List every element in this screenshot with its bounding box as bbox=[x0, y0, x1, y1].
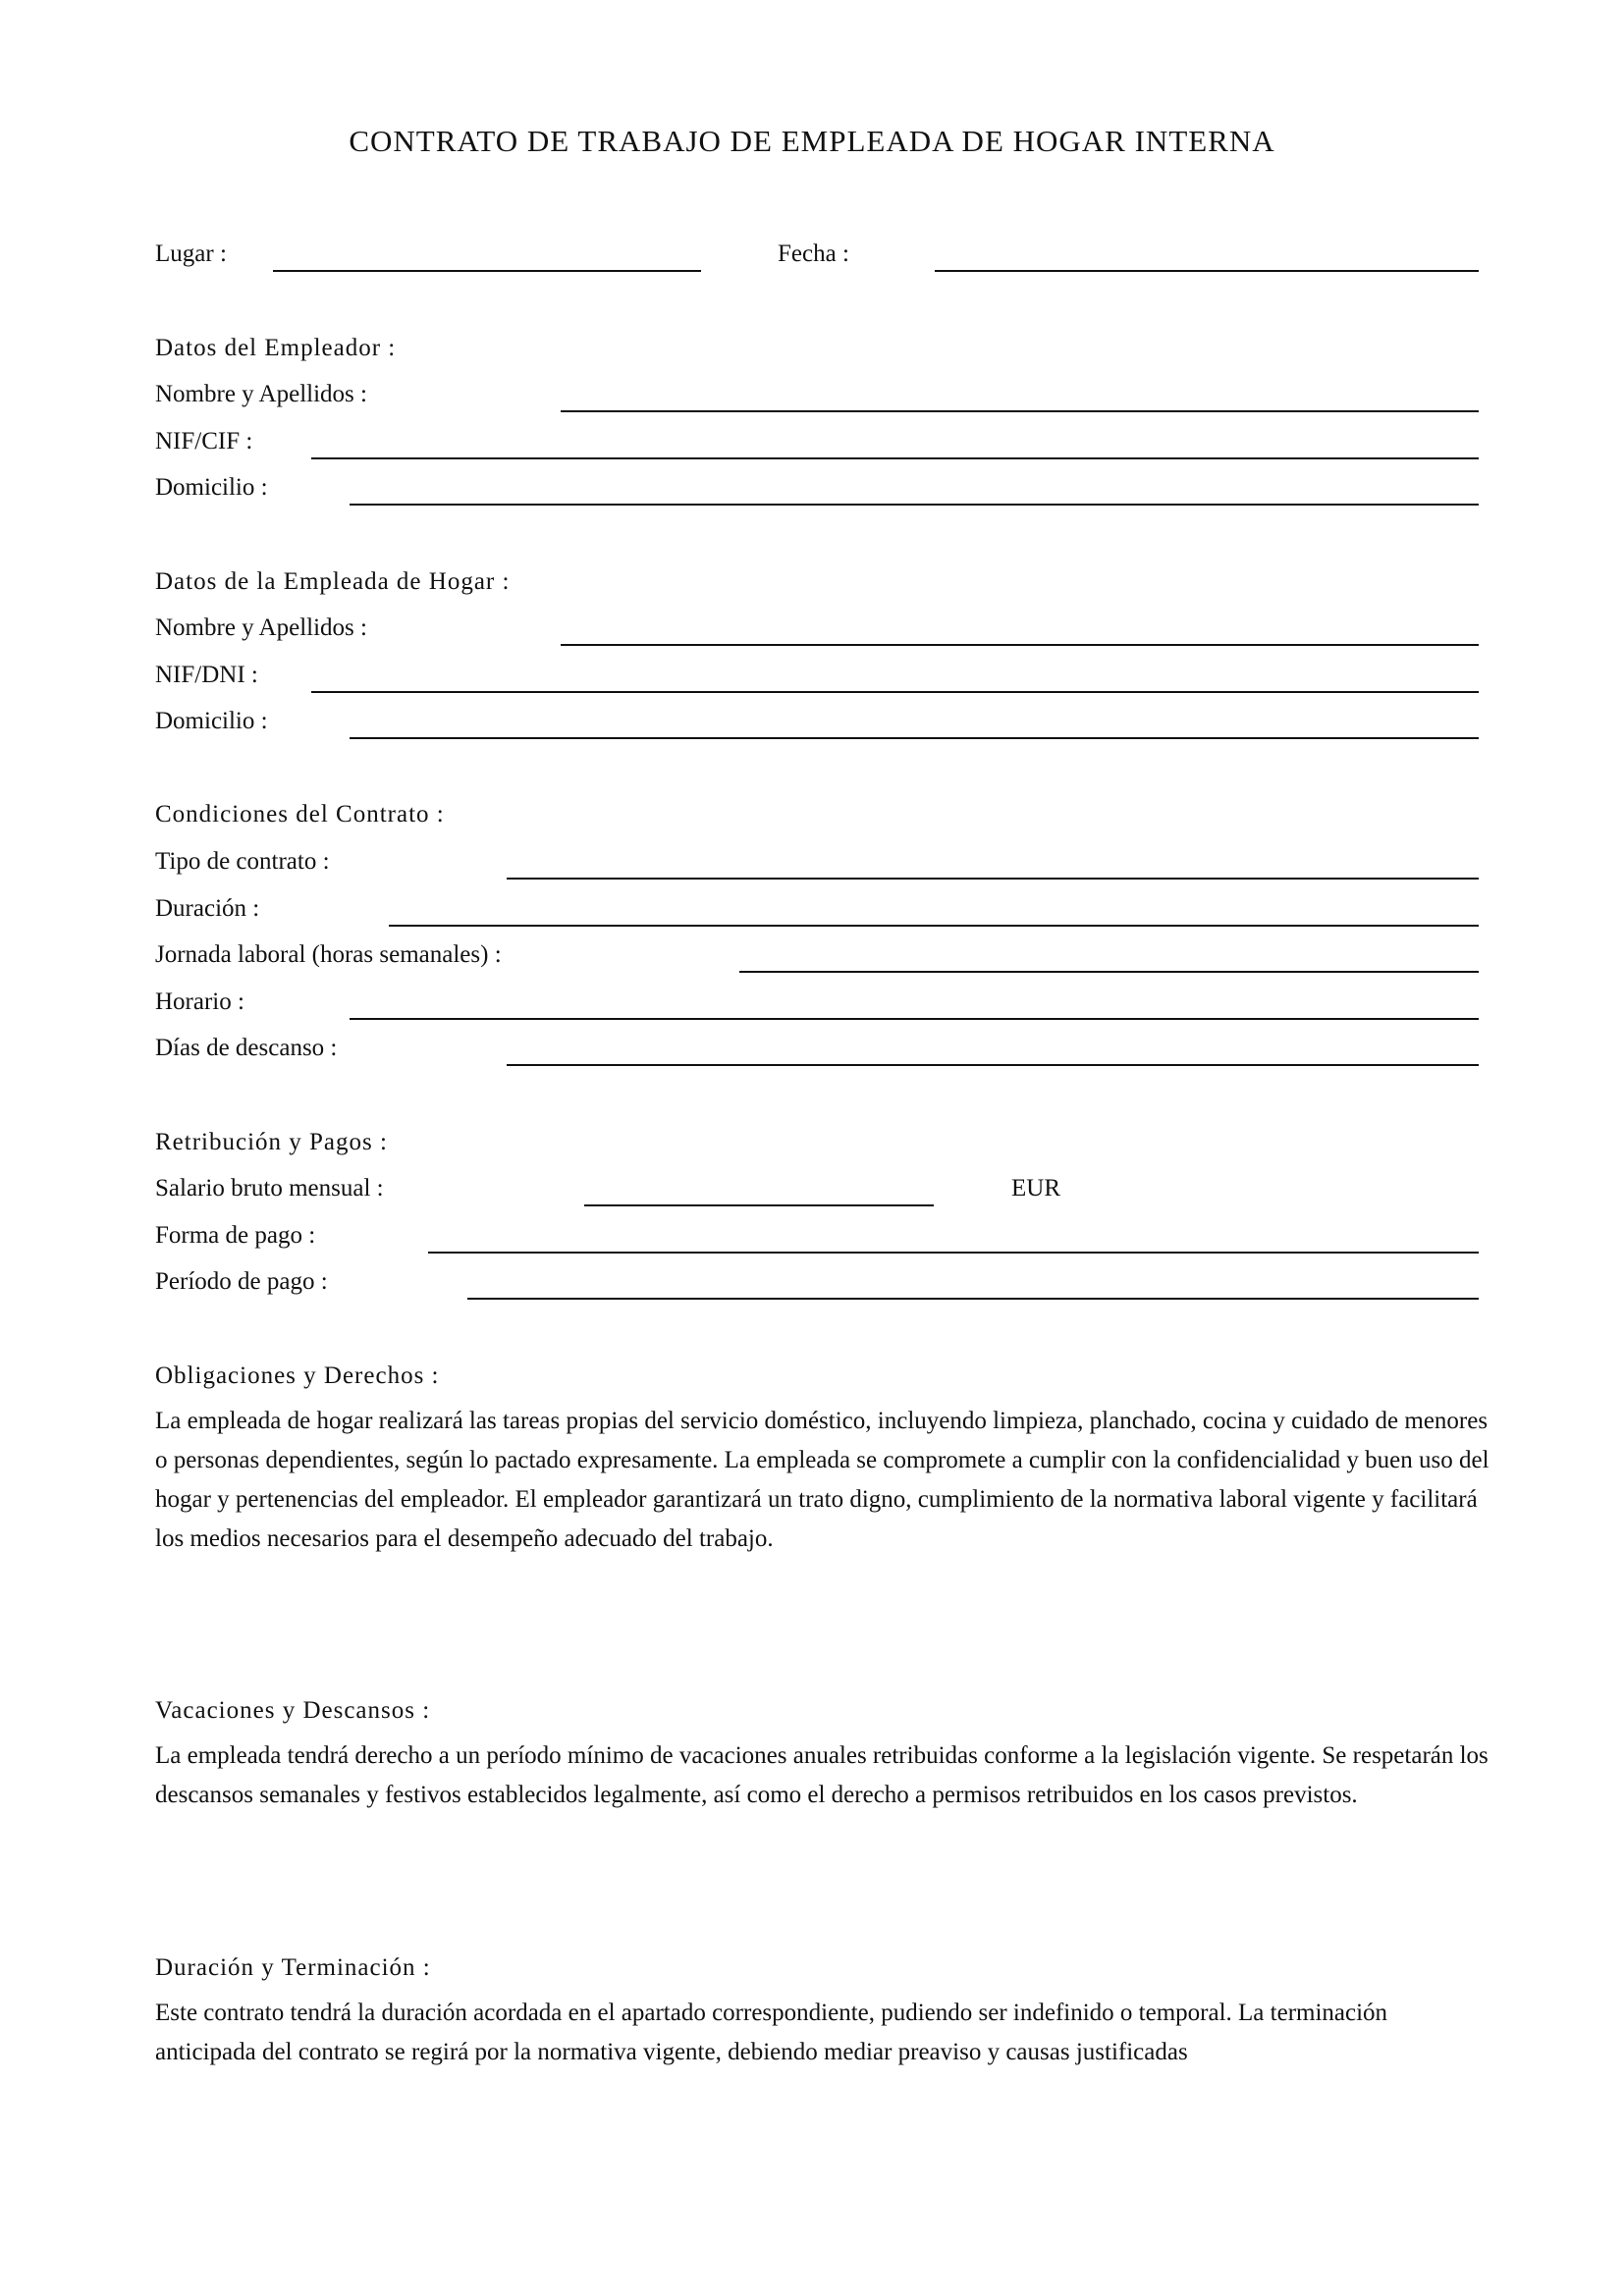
empleador-domicilio-label: Domicilio : bbox=[155, 474, 268, 501]
tipo-contrato-label: Tipo de contrato : bbox=[155, 848, 330, 875]
periodo-pago-label: Período de pago : bbox=[155, 1268, 328, 1295]
empleador-nif-field[interactable] bbox=[311, 457, 1479, 459]
document-title: CONTRATO DE TRABAJO DE EMPLEADA DE HOGAR INTERNA bbox=[349, 124, 1275, 158]
empleador-nif-label: NIF/CIF : bbox=[155, 428, 253, 454]
horario-field[interactable] bbox=[350, 1018, 1479, 1020]
jornada-field[interactable] bbox=[739, 971, 1479, 973]
duracion-label: Duración : bbox=[155, 895, 260, 922]
forma-pago-label: Forma de pago : bbox=[155, 1222, 316, 1249]
empleada-nif-field[interactable] bbox=[311, 691, 1479, 693]
empleador-nombre-label: Nombre y Apellidos : bbox=[155, 381, 367, 407]
periodo-pago-field[interactable] bbox=[467, 1298, 1479, 1300]
vacaciones-heading: Vacaciones y Descansos : bbox=[155, 1697, 431, 1724]
retribucion-heading: Retribución y Pagos : bbox=[155, 1129, 388, 1155]
fecha-field[interactable] bbox=[935, 270, 1479, 272]
empleada-nif-label: NIF/DNI : bbox=[155, 662, 258, 688]
lugar-label: Lugar : bbox=[155, 240, 227, 267]
empleada-nombre-field[interactable] bbox=[561, 644, 1479, 646]
empleador-domicilio-field[interactable] bbox=[350, 504, 1479, 506]
vacaciones-text: La empleada tendrá derecho a un período mínimo de vacaciones anuales retribuidas conforme a la legislación vigente. Se respetarán los descansos semanales y festivos establecidos legalmente, así como el derecho a permisos retribuidos en los casos previstos. bbox=[155, 1742, 1489, 1808]
dias-descanso-label: Días de descanso : bbox=[155, 1035, 338, 1061]
empleador-nombre-field[interactable] bbox=[561, 410, 1479, 412]
duracion-field[interactable] bbox=[389, 925, 1479, 927]
condiciones-heading: Condiciones del Contrato : bbox=[155, 801, 445, 828]
obligaciones-text: La empleada de hogar realizará las tareas propias del servicio doméstico, incluyendo limpieza, planchado, cocina y cuidado de menores o personas dependientes, según lo pactado expresamente. La empleada se compromete a cumplir con la confidencialidad y buen uso del hogar y pertenencias del empleador. El empleador garantizará un trato digno, cumplimiento de la normativa laboral vigente y facilitará los medios necesarios para el desempeño adecuado del trabajo. bbox=[155, 1408, 1489, 1552]
empleada-nombre-label: Nombre y Apellidos : bbox=[155, 614, 367, 641]
forma-pago-field[interactable] bbox=[428, 1252, 1479, 1254]
jornada-label: Jornada laboral (horas semanales) : bbox=[155, 941, 502, 968]
empleada-domicilio-label: Domicilio : bbox=[155, 708, 268, 734]
lugar-field[interactable] bbox=[273, 270, 701, 272]
terminacion-text: Este contrato tendrá la duración acordada en el apartado correspondiente, pudiendo ser indefinido o temporal. La terminación anticipada del contrato se regirá por la normativa vigente, debiendo mediar preaviso y causas justificadas bbox=[155, 2000, 1388, 2065]
empleador-heading: Datos del Empleador : bbox=[155, 335, 397, 361]
horario-label: Horario : bbox=[155, 988, 244, 1015]
salario-label: Salario bruto mensual : bbox=[155, 1175, 384, 1201]
tipo-contrato-field[interactable] bbox=[507, 878, 1479, 880]
empleada-domicilio-field[interactable] bbox=[350, 737, 1479, 739]
terminacion-heading: Duración y Terminación : bbox=[155, 1954, 431, 1981]
empleada-heading: Datos de la Empleada de Hogar : bbox=[155, 568, 511, 595]
fecha-label: Fecha : bbox=[778, 240, 849, 267]
salario-field[interactable] bbox=[584, 1204, 934, 1206]
salario-currency: EUR bbox=[1011, 1175, 1060, 1201]
obligaciones-heading: Obligaciones y Derechos : bbox=[155, 1362, 440, 1389]
dias-descanso-field[interactable] bbox=[507, 1064, 1479, 1066]
